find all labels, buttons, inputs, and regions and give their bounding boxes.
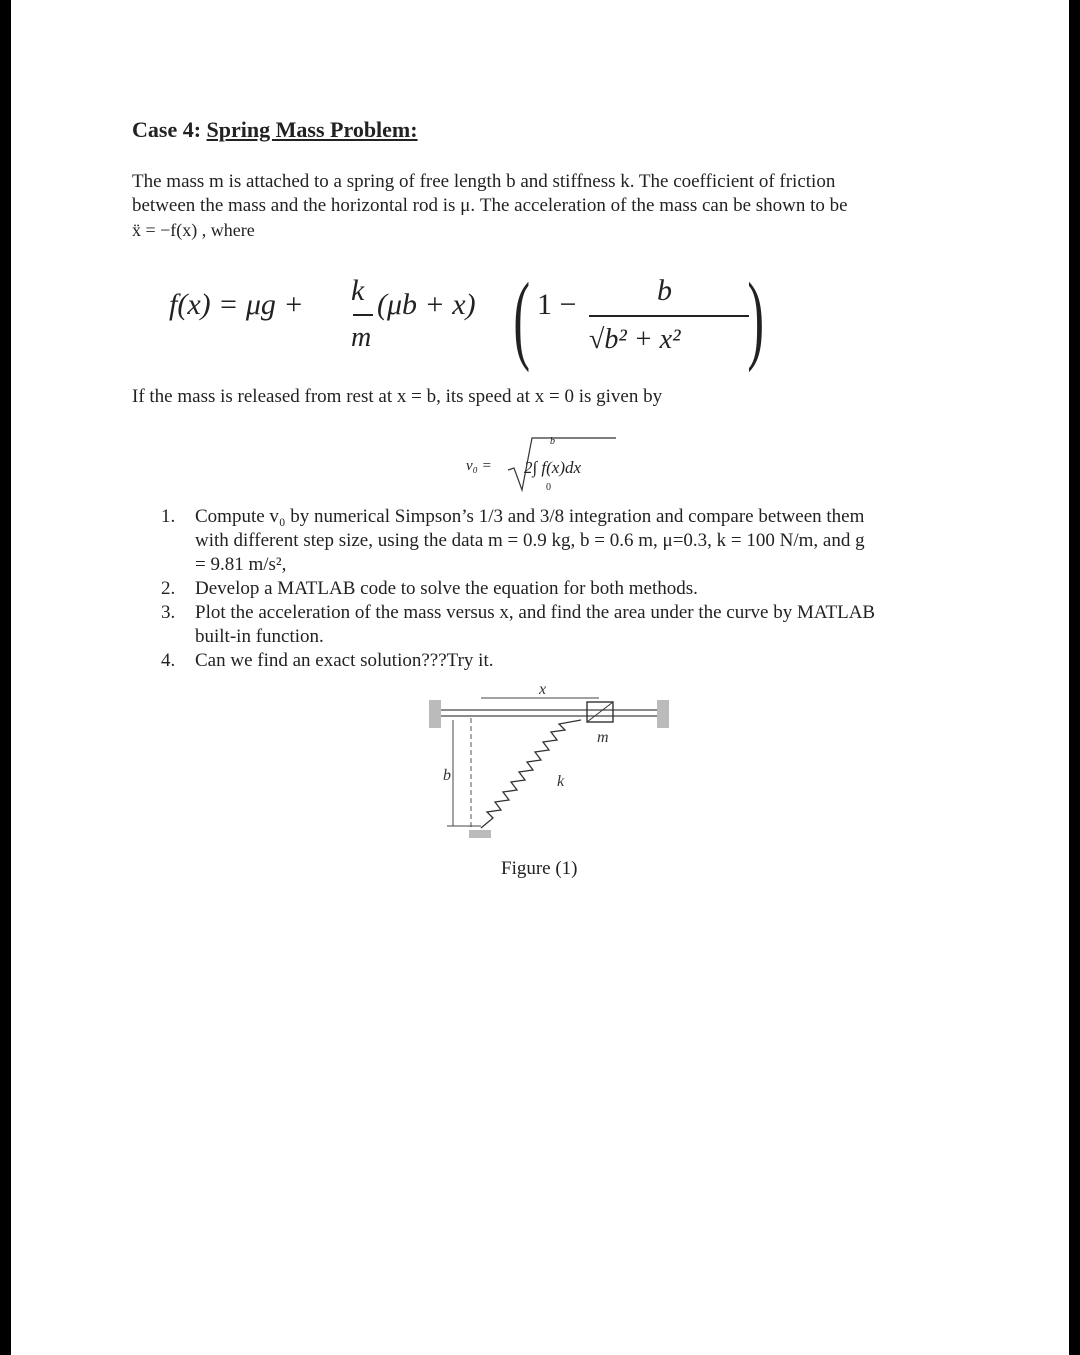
eq-one: 1 −	[537, 288, 577, 321]
list-item	[161, 649, 961, 673]
case-title: Spring Mass Problem:	[206, 117, 418, 142]
upper-limit: b	[550, 436, 555, 447]
eq-right-paren: )	[747, 262, 764, 373]
list-item	[161, 577, 961, 601]
right-wall	[657, 700, 669, 728]
list-item	[161, 505, 961, 577]
left-wall	[429, 700, 441, 728]
spring	[481, 720, 581, 828]
eq-lhs: f(x) = μg +	[169, 288, 304, 321]
speed-lhs: v₀ =	[466, 458, 492, 474]
list-line: Plot the acceleration of the mass versus x, and find the area under the curve by MATLAB	[195, 602, 876, 623]
figure-caption: Figure (1)	[501, 858, 578, 879]
lower-limit: 0	[546, 482, 551, 493]
list-line: Can we find an exact solution???Try it.	[195, 650, 494, 671]
list-line: Develop a MATLAB code to solve the equation for both methods.	[195, 578, 698, 599]
b-label: b	[443, 767, 451, 784]
intro-line-2: between the mass and the horizontal rod is μ. The acceleration of the mass can be shown to be	[132, 195, 848, 216]
list-line: Compute v₀ by numerical Simpson’s 1/3 and 3/8 integration and compare between them	[195, 506, 865, 527]
spring-mass-figure	[421, 680, 681, 850]
eq-fraction-bar-2	[589, 315, 749, 317]
m-label: m	[597, 729, 609, 746]
list-line: = 9.81 m/s²,	[195, 554, 287, 575]
given-sentence: If the mass is released from rest at x = b, its speed at x = 0 is given by	[132, 386, 663, 407]
eq-k: k	[351, 274, 365, 307]
x-label: x	[539, 681, 547, 698]
list-line: built-in function.	[195, 626, 324, 647]
document-page	[11, 0, 1069, 1355]
anchor-base	[469, 830, 491, 838]
list-item	[161, 601, 961, 649]
task-list	[161, 505, 961, 673]
speed-equation	[466, 430, 646, 500]
intro-paragraph	[132, 170, 952, 242]
list-number: 2.	[161, 578, 176, 599]
list-number: 3.	[161, 602, 176, 623]
list-number: 1.	[161, 506, 176, 527]
mass-diagonal	[587, 702, 613, 722]
case-label: Case 4:	[132, 117, 207, 142]
list-line: with different step size, using the data m = 0.9 kg, b = 0.6 m, μ=0.3, k = 100 N/m, and g	[195, 530, 865, 551]
eq-middle-term: (μb + x)	[377, 288, 476, 321]
eq-m: m	[351, 322, 372, 353]
case-heading	[132, 117, 418, 143]
k-label: k	[557, 773, 565, 790]
eq-b-numerator: b	[657, 274, 672, 307]
list-number: 4.	[161, 650, 176, 671]
eq-fraction-bar	[353, 314, 373, 316]
eq-left-paren: (	[513, 262, 530, 373]
acceleration-equation	[161, 262, 781, 374]
eq-denominator: √b² + x²	[589, 324, 681, 355]
integrand: 2∫ f(x)dx	[524, 458, 582, 477]
intro-line-3: ẍ = −f(x) , where	[132, 220, 255, 240]
intro-line-1: The mass m is attached to a spring of free length b and stiffness k. The coefficient of friction	[132, 171, 836, 192]
